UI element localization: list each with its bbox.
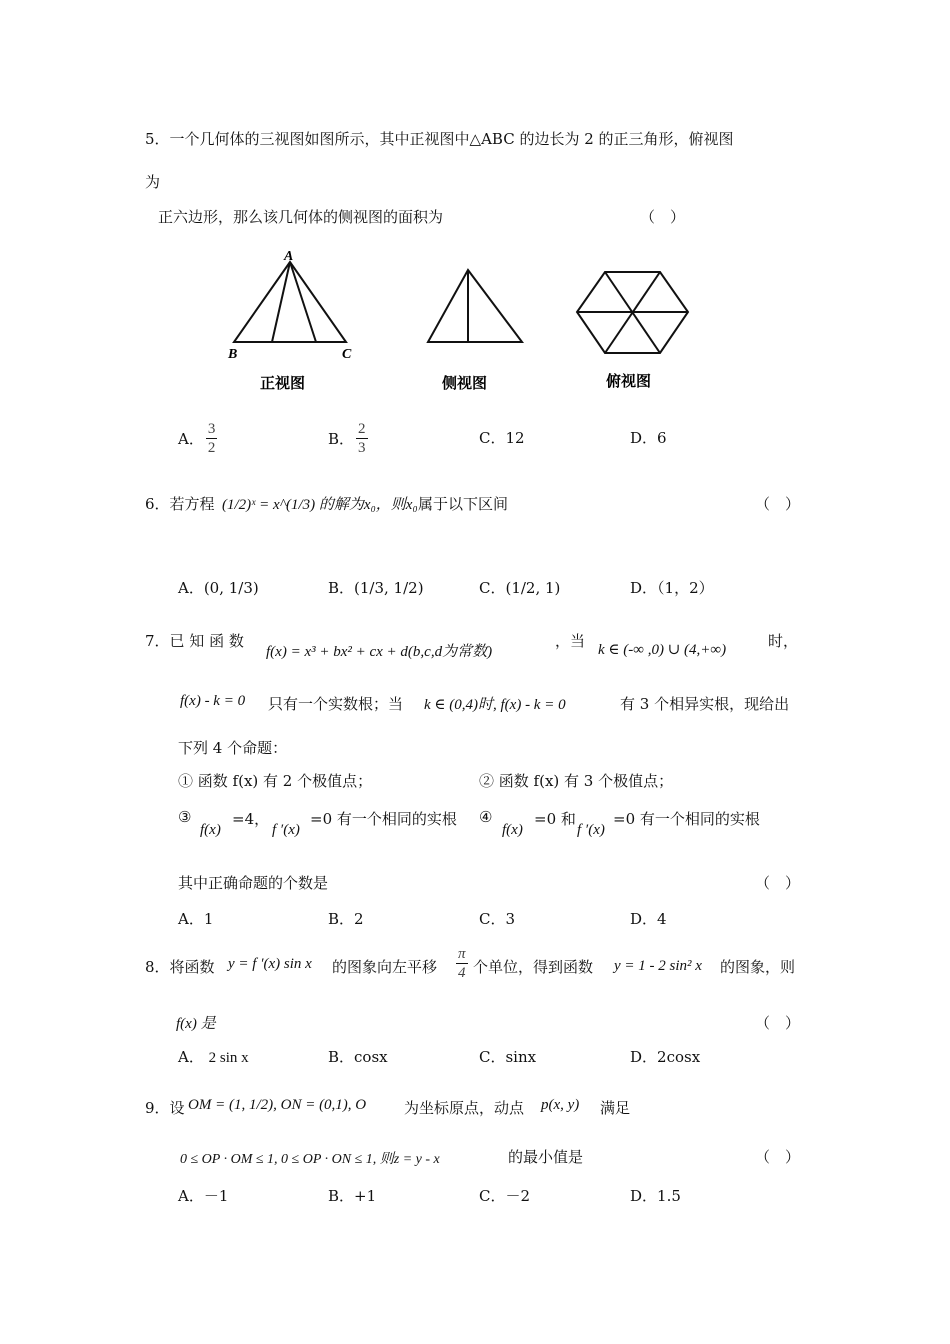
q9-vectors: OM = (1, 1/2), ON = (0,1), O (188, 1097, 367, 1113)
q6-answer-paren: （ ） (755, 495, 801, 513)
q6-option-c[interactable]: C．(1/2, 1) (479, 579, 561, 597)
q5-line1: 5．一个几何体的三视图如图所示，其中正视图中△ABC 的边长为 2 的正三角形，俯视图 (145, 130, 734, 148)
front-view-diagram (234, 262, 346, 342)
q7-line2-text1: 只有一个实数根；当 (268, 695, 404, 713)
q7-answer-paren: （ ） (755, 874, 801, 892)
q8-option-a[interactable]: A． 2 sin x (178, 1048, 249, 1066)
q9-mid: 为坐标原点，动点 (404, 1099, 525, 1117)
q5-answer-paren: （ ） (640, 208, 686, 226)
q5-line2: 为 (145, 173, 161, 191)
q9-line2-expr: 0 ≤ OP · OM ≤ 1, 0 ≤ OP · ON ≤ 1, 则z = y - x (180, 1152, 440, 1167)
front-view-caption: 正视图 (260, 374, 306, 392)
q8-lead: 8．将函数 (145, 958, 215, 976)
q8-function-1: y = f ′(x) sin x (228, 956, 312, 972)
q7-proposition-4-val: =0 和 (534, 810, 576, 828)
q9-option-b[interactable]: B．+1 (328, 1187, 377, 1205)
q8-option-b[interactable]: B．cosx (328, 1048, 388, 1066)
q8-line2: f(x) 是 (176, 1016, 216, 1032)
fraction: $\frac{3}{2}$ (207, 420, 216, 456)
q7-proposition-3-f: f(x) (200, 822, 221, 838)
q7-proposition-4-f: f(x) (502, 822, 523, 838)
q7-line3: 下列 4 个命题： (178, 739, 288, 757)
side-view-diagram (428, 270, 522, 342)
q7-option-a[interactable]: A．1 (178, 910, 214, 928)
q7-line2-eq1: f(x) - k = 0 (180, 693, 246, 709)
q9-option-a[interactable]: A．－1 (178, 1187, 229, 1205)
fraction: $\frac{2}{3}$ (358, 420, 366, 456)
q7-option-c[interactable]: C．3 (479, 910, 516, 928)
q7-proposition-3-val: =4， (232, 810, 270, 828)
q6-option-a[interactable]: A．(0, 1/3) (178, 579, 259, 597)
q8-function-2: y = 1 - 2 sin² x (614, 958, 702, 974)
q8-end: 的图象，则 (720, 958, 796, 976)
q7-proposition-4-fprime: f ′(x) (577, 822, 605, 838)
q9-line2-text: 的最小值是 (508, 1148, 584, 1166)
q6-option-d[interactable]: D．（1，2） (630, 579, 714, 597)
q7-proposition-4-num: ④ (479, 808, 493, 826)
q8-answer-paren: （ ） (755, 1014, 801, 1032)
top-view-caption: 俯视图 (606, 372, 652, 390)
q7-condition: k ∈ (-∞ ,0) ∪ (4,+∞) (598, 642, 727, 658)
q7-lead: 7．已 知 函 数 (145, 632, 244, 650)
q5-option-c[interactable]: C．12 (479, 429, 525, 447)
vertex-b-label: B (228, 347, 238, 362)
q7-option-d[interactable]: D．4 (630, 910, 667, 928)
q8-option-d[interactable]: D．2cosx (630, 1048, 701, 1066)
q9-option-c[interactable]: C．－2 (479, 1187, 531, 1205)
q7-ask: 其中正确命题的个数是 (178, 874, 329, 892)
q6-option-b[interactable]: B．(1/3, 1/2) (328, 579, 424, 597)
vertex-c-label: C (342, 347, 352, 362)
q9-option-d[interactable]: D．1.5 (630, 1187, 681, 1205)
q9-lead: 9．设 (145, 1099, 185, 1117)
q5-option-d[interactable]: D．6 (630, 429, 667, 447)
q8-mid2: 个单位，得到函数 (473, 958, 594, 976)
q7-proposition-3-text: =0 有一个相同的实根 (310, 810, 457, 828)
q8-mid: 的图象向左平移 (332, 958, 438, 976)
q6-trail: 属于以下区间 (418, 495, 509, 513)
q5-option-b[interactable]: B． $\frac{2}{3}$ (328, 420, 366, 456)
side-view-caption: 侧视图 (442, 374, 488, 392)
q9-point: p(x, y) (541, 1097, 580, 1113)
q8-option-c[interactable]: C．sinx (479, 1048, 537, 1066)
q7-option-b[interactable]: B．2 (328, 910, 364, 928)
q7-function: f(x) = x³ + bx² + cx + d(b,c,d为常数) (266, 644, 493, 660)
q7-proposition-2: ② 函数 f(x) 有 3 个极值点； (479, 772, 674, 790)
q7-proposition-1: ① 函数 f(x) 有 2 个极值点； (178, 772, 373, 790)
q7-proposition-4-text: =0 有一个相同的实根 (613, 810, 760, 828)
q7-line2-eq2: k ∈ (0,4)时, f(x) - k = 0 (424, 697, 566, 713)
q7-proposition-3-fprime: f ′(x) (272, 822, 300, 838)
q6-lead: 6．若方程 (145, 495, 215, 513)
q5-line3: 正六边形，那么该几何体的侧视图的面积为 (158, 208, 444, 226)
q8-shift-fraction: $\frac{\pi}{4}$ (458, 946, 466, 981)
vertex-a-label: A (284, 250, 294, 264)
q7-time: 时， (768, 632, 799, 650)
q9-answer-paren: （ ） (755, 1148, 801, 1166)
q6-equation: (1/2)ˣ = x^(1/3) 的解为x₀，则x₀ (222, 497, 418, 513)
q7-line2-text2: 有 3 个相异实根，现给出 (620, 695, 790, 713)
q5-option-a[interactable]: A． $\frac{3}{2}$ (178, 420, 216, 456)
three-view-figure (220, 250, 720, 400)
top-view-diagram (577, 272, 688, 353)
q9-end: 满足 (600, 1099, 631, 1117)
q7-when: ，当 (555, 632, 586, 650)
q7-proposition-3-num: ③ (178, 808, 192, 826)
